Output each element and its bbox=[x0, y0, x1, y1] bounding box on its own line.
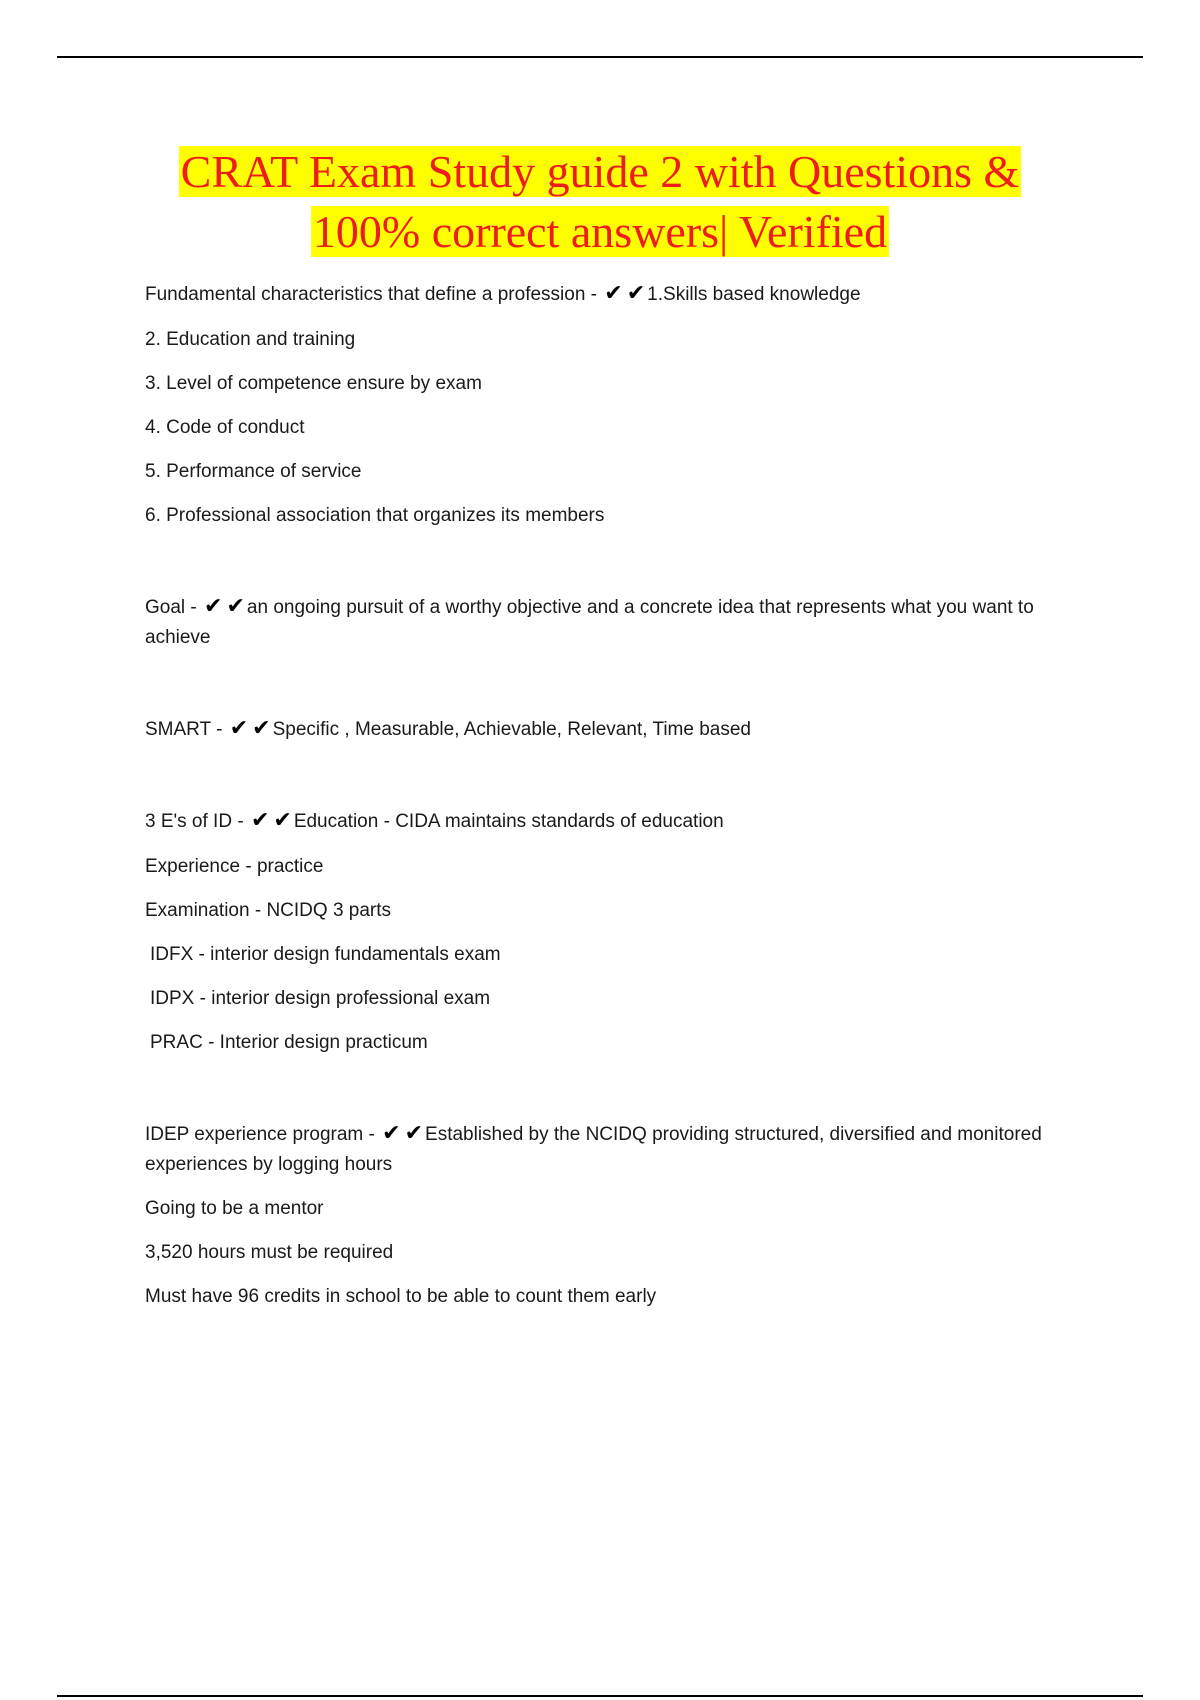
profession-answer: 1.Skills based knowledge bbox=[647, 284, 861, 305]
profession-question bbox=[145, 280, 1065, 310]
list-item: IDPX - interior design professional exam bbox=[150, 988, 491, 1009]
three-es-question bbox=[145, 807, 1065, 837]
title-line-2: 100% correct answers| Verified bbox=[312, 206, 888, 257]
check-icon: ✔ bbox=[273, 808, 292, 833]
list-item: IDFX - interior design fundamentals exam bbox=[150, 944, 501, 965]
list-item: 2. Education and training bbox=[145, 329, 356, 350]
check-icon: ✔ bbox=[229, 716, 249, 741]
three-es-term: 3 E's of ID - bbox=[145, 811, 244, 832]
check-icon: ✔ bbox=[252, 716, 271, 741]
document-body bbox=[145, 280, 1065, 1312]
check-icon: ✔ bbox=[204, 594, 223, 619]
list-item: 4. Code of conduct bbox=[145, 417, 305, 438]
check-icon: ✔ bbox=[626, 281, 646, 306]
smart-answer: Specific , Measurable, Achievable, Relevant, Time based bbox=[272, 719, 752, 740]
check-icon: ✔ bbox=[226, 594, 245, 619]
document-title bbox=[60, 142, 1140, 262]
list-item: 5. Performance of service bbox=[145, 461, 362, 482]
list-item: Must have 96 credits in school to be able to count them early bbox=[145, 1286, 657, 1307]
list-item: 3,520 hours must be required bbox=[145, 1242, 394, 1263]
profession-term: Fundamental characteristics that define a profession - bbox=[145, 284, 598, 305]
three-es-answer: Education - CIDA maintains standards of education bbox=[293, 811, 724, 832]
goal-question bbox=[145, 593, 1065, 653]
smart-question bbox=[145, 715, 1065, 745]
check-icon: ✔ bbox=[604, 281, 623, 306]
smart-term: SMART - bbox=[145, 719, 223, 740]
idep-answer: Established by the NCIDQ providing structured, diversified and monitored experiences by logging hours bbox=[145, 1124, 1042, 1175]
idep-term: IDEP experience program - bbox=[145, 1124, 375, 1145]
list-item: Going to be a mentor bbox=[145, 1198, 324, 1219]
list-item: 3. Level of competence ensure by exam bbox=[145, 373, 482, 394]
idep-question bbox=[145, 1120, 1065, 1180]
top-rule bbox=[57, 56, 1143, 58]
check-icon: ✔ bbox=[382, 1121, 401, 1146]
bottom-rule bbox=[57, 1695, 1143, 1697]
list-item: Examination - NCIDQ 3 parts bbox=[145, 900, 392, 921]
title-line-1: CRAT Exam Study guide 2 with Questions & bbox=[180, 146, 1020, 197]
check-icon: ✔ bbox=[250, 808, 270, 833]
list-item: Experience - practice bbox=[145, 856, 324, 877]
list-item: PRAC - Interior design practicum bbox=[150, 1032, 428, 1053]
goal-answer: an ongoing pursuit of a worthy objective and a concrete idea that represents what you want to achieve bbox=[145, 597, 1034, 648]
list-item: 6. Professional association that organizes its members bbox=[145, 505, 605, 526]
goal-term: Goal - bbox=[145, 597, 197, 618]
check-icon: ✔ bbox=[404, 1121, 424, 1146]
